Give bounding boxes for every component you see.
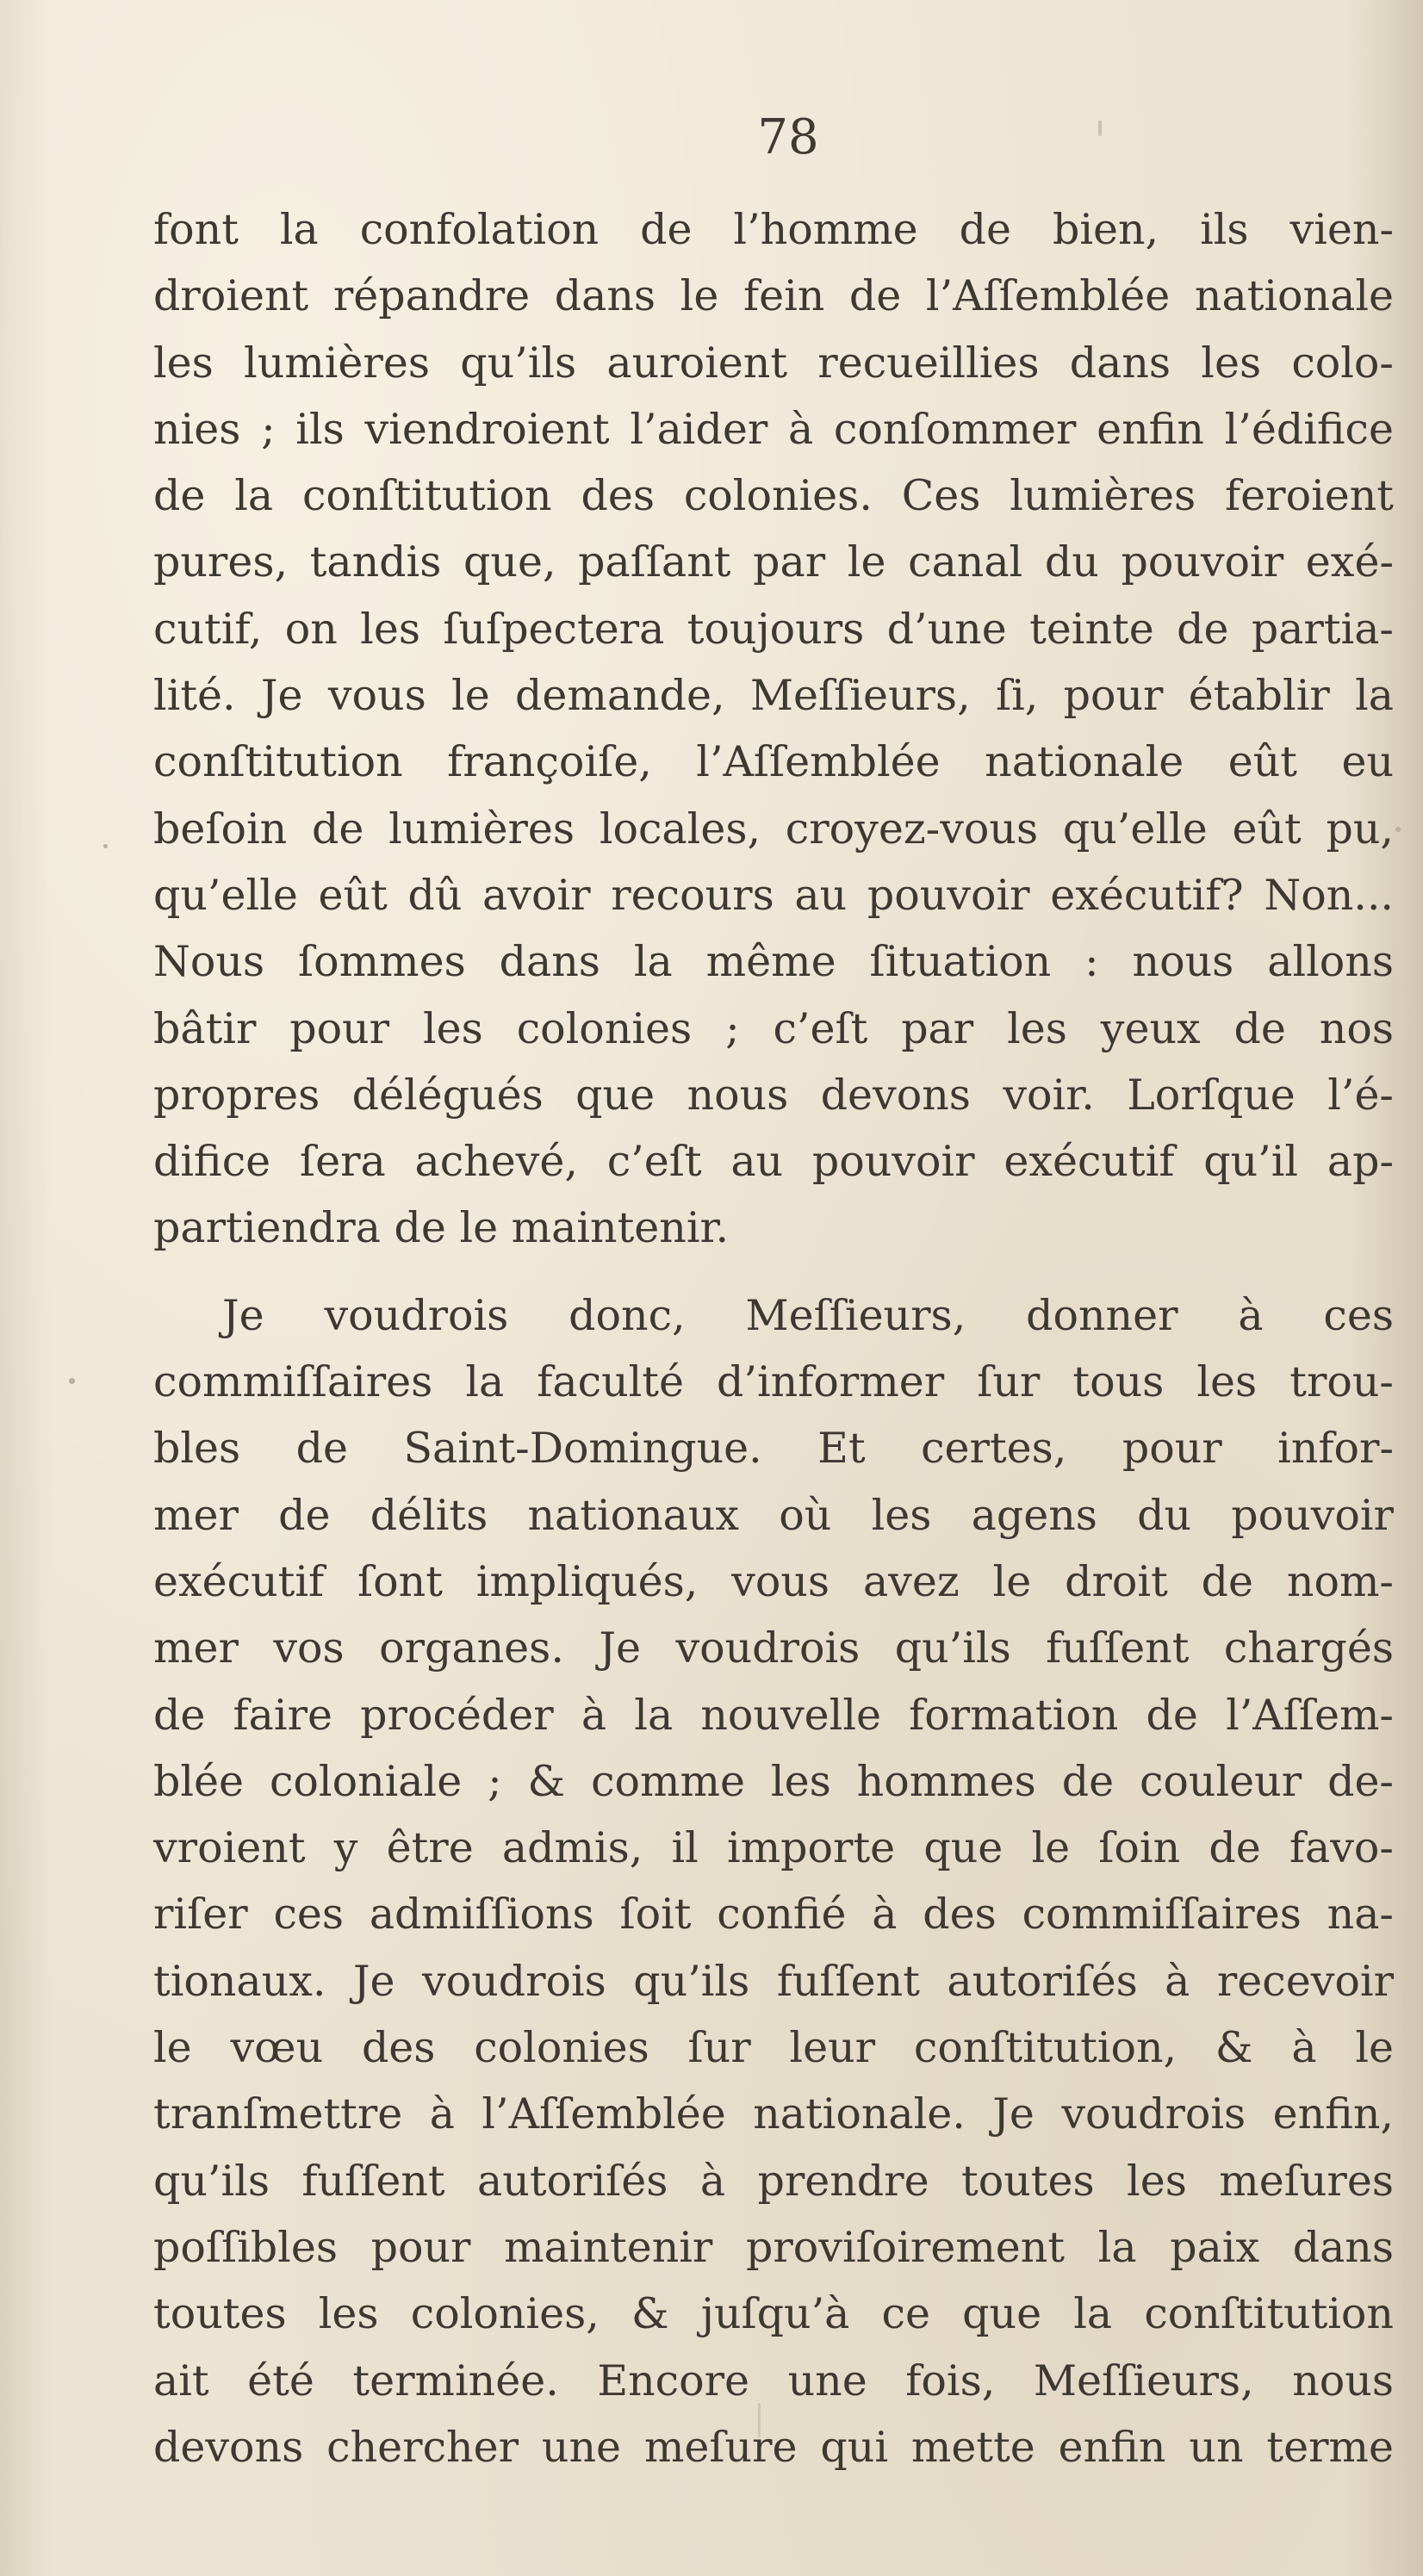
text-line: toutes les colonies, & juſqu’à ce que la conſtitution	[153, 2289, 1394, 2339]
text-line: pures, tandis que, paſſant par le canal du pouvoir exé-	[153, 537, 1394, 587]
paper-speck	[1395, 827, 1401, 832]
text-line: le vœu des colonies ſur leur conſtitution, & à le	[153, 2023, 1394, 2073]
text-line: tionaux. Je voudrois qu’ils fuſſent autoriſés à recevoir	[153, 1956, 1394, 2006]
text-line: qu’ils fuſſent autoriſés à prendre toutes les meſures	[153, 2156, 1394, 2206]
text-line: difice ſera achevé, c’eſt au pouvoir exécutif qu’il ap-	[153, 1137, 1394, 1187]
text-line: droient répandre dans le fein de l’Aſſemblée nationale	[153, 271, 1394, 321]
text-line: riſer ces admiſſions ſoit confié à des commiſſaires na-	[153, 1890, 1394, 1940]
text-line: beſoin de lumières locales, croyez-vous qu’elle eût pu,	[153, 804, 1394, 853]
text-line: poſſibles pour maintenir proviſoirement la paix dans	[153, 2222, 1394, 2272]
text-line: Nous ſommes dans la même ſituation : nous allons	[153, 937, 1394, 987]
text-line: vroient y être admis, il importe que le ſoin de favo-	[153, 1823, 1394, 1873]
text-line: bâtir pour les colonies ; c’eſt par les yeux de nos	[153, 1003, 1394, 1053]
text-line: qu’elle eût dû avoir recours au pouvoir exécutif? Non...	[153, 870, 1394, 920]
body-text	[153, 196, 1394, 2480]
text-line: conſtitution françoiſe, l’Aſſemblée nationale eût eu	[153, 737, 1394, 787]
text-line: bles de Saint-Domingue. Et certes, pour infor-	[153, 1424, 1394, 1474]
text-line: tranſmettre à l’Aſſemblée nationale. Je voudrois enfin,	[153, 2089, 1394, 2139]
text-line: nies ; ils viendroient l’aider à conſommer enfin l’édifice	[153, 404, 1394, 454]
text-line: Je voudrois donc, Meſſieurs, donner à ces	[222, 1290, 1394, 1340]
text-line: mer vos organes. Je voudrois qu’ils fuſſent chargés	[153, 1623, 1394, 1673]
text-line: devons chercher une meſure qui mette enfin un terme	[153, 2422, 1394, 2472]
text-line: propres délégués que nous devons voir. Lorſque l’é-	[153, 1070, 1394, 1120]
paper-speck	[103, 844, 108, 848]
paragraph-gap	[153, 1262, 1394, 1282]
text-line: mer de délits nationaux où les agens du pouvoir	[153, 1490, 1394, 1540]
text-line: commiſſaires la faculté d’informer ſur tous les trou-	[153, 1357, 1394, 1407]
page-number: 78	[757, 109, 819, 165]
text-line: exécutif ſont impliqués, vous avez le droit de nom-	[153, 1556, 1394, 1606]
text-line: les lumières qu’ils auroient recueillies dans les colo-	[153, 338, 1394, 388]
paper-speck	[1098, 121, 1102, 136]
paragraph-2	[153, 1282, 1394, 2480]
paper-speck	[69, 1378, 75, 1384]
text-line: ait été terminée. Encore une fois, Meſſieurs, nous	[153, 2356, 1394, 2405]
text-line: lité. Je vous le demande, Meſſieurs, ſi, pour établir la	[153, 671, 1394, 721]
text-line: de faire procéder à la nouvelle formation de l’Aſſem-	[153, 1690, 1394, 1740]
paragraph-1	[153, 196, 1394, 1262]
text-line: cutif, on les ſuſpectera toujours d’une teinte de partia-	[153, 604, 1394, 654]
text-line: partiendra de le maintenir.	[153, 1203, 730, 1253]
text-line: blée coloniale ; & comme les hommes de couleur de-	[153, 1756, 1394, 1806]
text-line: de la conſtitution des colonies. Ces lumières feroient	[153, 471, 1394, 521]
text-line: font la confolation de l’homme de bien, ils vien-	[153, 205, 1394, 254]
paper-speck	[758, 2403, 761, 2437]
